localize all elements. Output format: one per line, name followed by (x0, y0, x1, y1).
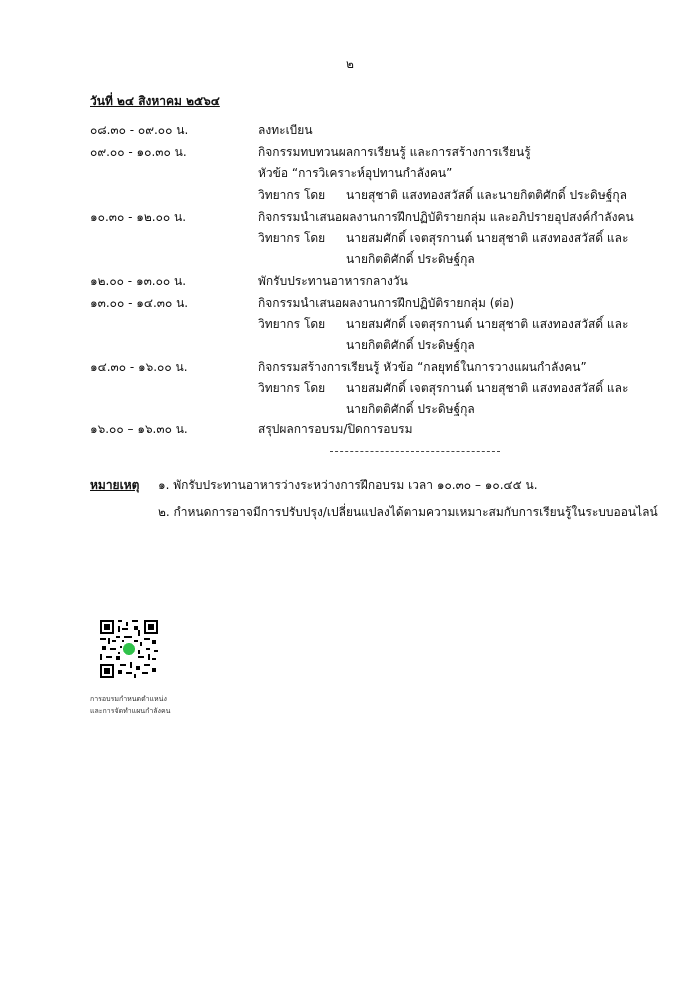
speaker-names-cont: นายกิตติศักดิ์ ประดิษฐ์กุล (346, 402, 475, 416)
speaker-row-cont (0, 336, 700, 358)
speaker-row (0, 315, 700, 337)
speaker-names: นายสุชาติ แสงทองสวัสดิ์ และนายกิตติศักดิ์ ประดิษฐ์กุล (346, 188, 627, 202)
schedule-row (0, 143, 700, 165)
speaker-label: วิทยากร โดย (258, 381, 326, 395)
schedule-time: ๑๒.๐๐ - ๑๓.๐๐ น. (90, 274, 187, 288)
schedule-activity: กิจกรรมทบทวนผลการเรียนรู้ และการสร้างการเรียนรู้ (258, 145, 531, 159)
speaker-names-cont: นายกิตติศักดิ์ ประดิษฐ์กุล (346, 252, 475, 266)
section-divider (330, 451, 500, 452)
speaker-row-cont (0, 400, 700, 422)
footer-line: การอบรมกำหนดตำแหน่ง (90, 695, 167, 703)
schedule-activity: กิจกรรมนำเสนอผลงานการฝึกปฏิบัติรายกลุ่ม (ต่อ) (258, 296, 515, 310)
schedule-activity: สรุปผลการอบรม/ปิดการอบรม (258, 422, 413, 436)
schedule-activity: กิจกรรมสร้างการเรียนรู้ หัวข้อ “กลยุทธ์ในการวางแผนกำลังคน” (258, 360, 587, 374)
speaker-names-cont: นายกิตติศักดิ์ ประดิษฐ์กุล (346, 338, 475, 352)
speaker-label: วิทยากร โดย (258, 188, 326, 202)
speaker-row (0, 186, 700, 208)
schedule-time: ๑๐.๓๐ - ๑๒.๐๐ น. (90, 210, 187, 224)
speaker-row (0, 379, 700, 401)
speaker-label: วิทยากร โดย (258, 231, 326, 245)
schedule-activity-cont: หัวข้อ “การวิเคราะห์อุปทานกำลังคน” (258, 166, 453, 180)
schedule-row (0, 272, 700, 294)
speaker-row-cont (0, 250, 700, 272)
speaker-names: นายสมศักดิ์ เจตสุรกานต์ นายสุชาติ แสงทองสวัสดิ์ และ (346, 381, 629, 395)
schedule-activity: พักรับประทานอาหารกลางวัน (258, 274, 408, 288)
qr-code-icon (100, 620, 158, 678)
note-item: ๒. กำหนดการอาจมีการปรับปรุง/เปลี่ยนแปลงได้ตามความเหมาะสมกับการเรียนรู้ในระบบออนไลน์ (158, 505, 658, 519)
schedule-row (0, 294, 700, 316)
schedule-time: ๑๖.๐๐ – ๑๖.๓๐ น. (90, 422, 188, 436)
page-number: ๒ (346, 57, 354, 71)
date-heading: วันที่ ๒๔ สิงหาคม ๒๕๖๔ (90, 94, 220, 108)
footer-line: และการจัดทำแผนกำลังคน (90, 707, 171, 715)
notes-label: หมายเหตุ (90, 478, 140, 492)
speaker-names: นายสมศักดิ์ เจตสุรกานต์ นายสุชาติ แสงทองสวัสดิ์ และ (346, 317, 629, 331)
schedule-time: ๑๓.๐๐ - ๑๔.๓๐ น. (90, 296, 189, 310)
speaker-names: นายสมศักดิ์ เจตสุรกานต์ นายสุชาติ แสงทองสวัสดิ์ และ (346, 231, 629, 245)
schedule-activity: ลงทะเบียน (258, 123, 313, 137)
note-item: ๑. พักรับประทานอาหารว่างระหว่างการฝึกอบรม เวลา ๑๐.๓๐ – ๑๐.๔๕ น. (158, 478, 538, 492)
schedule-row-cont (0, 164, 700, 186)
speaker-label: วิทยากร โดย (258, 317, 326, 331)
speaker-row (0, 229, 700, 251)
schedule-time: ๐๙.๐๐ - ๑๐.๓๐ น. (90, 145, 187, 159)
schedule-row (0, 420, 700, 442)
schedule-row (0, 358, 700, 380)
schedule-row (0, 208, 700, 230)
schedule-time: ๑๔.๓๐ - ๑๖.๐๐ น. (90, 360, 188, 374)
schedule-row (0, 121, 700, 143)
schedule-time: ๐๘.๓๐ - ๐๙.๐๐ น. (90, 123, 189, 137)
schedule-activity: กิจกรรมนำเสนอผลงานการฝึกปฏิบัติรายกลุ่ม และอภิปรายอุปสงค์กำลังคน (258, 210, 634, 224)
